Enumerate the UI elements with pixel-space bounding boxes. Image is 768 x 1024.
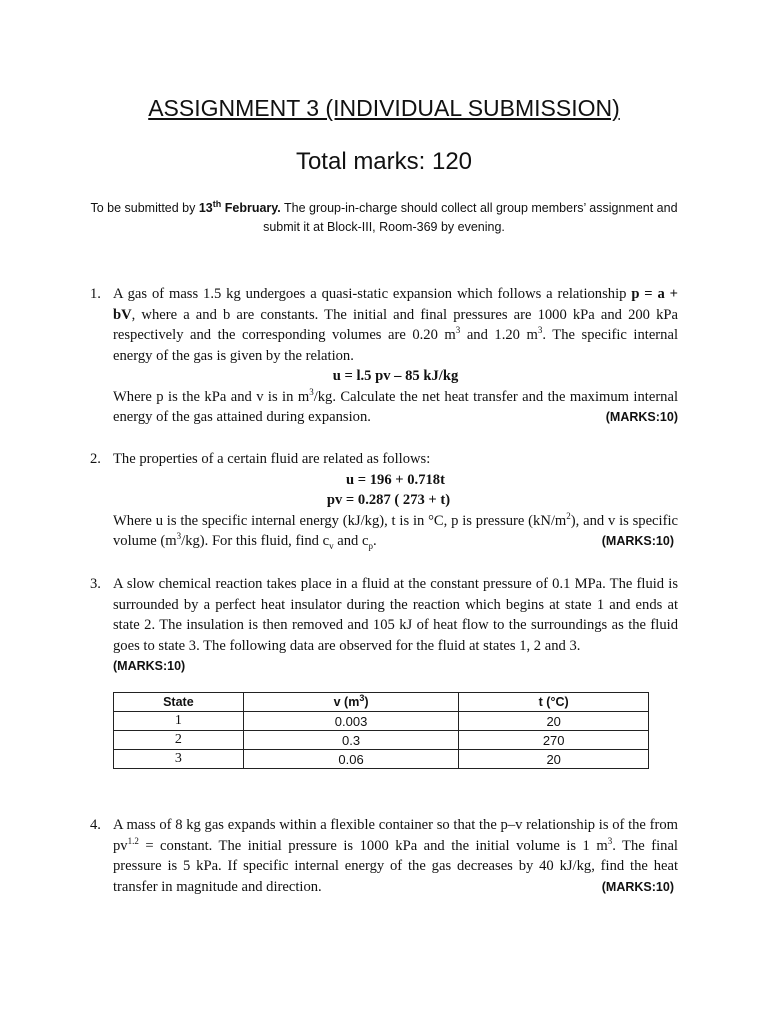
- question-4: [90, 815, 678, 897]
- table-row: [114, 731, 649, 750]
- question-number: 1.: [90, 286, 101, 302]
- table-cell: 3: [114, 750, 244, 769]
- equation: u = 196 + 0.718t: [346, 471, 445, 488]
- question-text: A gas of mass 1.5 kg undergoes a quasi-static expansion which follows a relationship p = a + bV, where a and b are constants. The initial and final pressures are 1000 kPa and 200 kPa respectively and the corresponding volumes are 0.20 $m^3$ and 1.20 $m^3$. The specific internal energy of the gas is given by the relation.: [113, 286, 679, 364]
- question-number: 2.: [90, 451, 101, 467]
- table-row: [114, 712, 649, 731]
- equation: u = l.5 pv – 85 kJ/kg: [332, 368, 459, 384]
- state-data-table: [113, 692, 649, 769]
- question-2: [90, 449, 678, 552]
- table-cell: 20: [459, 712, 649, 731]
- question-text: A slow chemical reaction takes place in a fluid at the constant pressure of 0.1 MPa. The fluid is surrounded by a perfect heat insulator during the reaction which begins at state 1 and ends at state 2. The insulation is then removed and 105 kJ of heat flow to the surroundings as the fluid goes to state 3. The following data are observed for the fluid at states 1, 2 and 3.: [113, 576, 678, 654]
- marks-label: (MARKS:10): [601, 879, 674, 894]
- submit-post: The group-in-charge should collect all group members’ assignment and submit it at Block-III, Room-369 by evening.: [263, 201, 678, 234]
- question-number: 3.: [90, 576, 101, 592]
- marks-label: (MARKS:10): [605, 410, 678, 424]
- column-header-state: State: [114, 693, 244, 712]
- marks-label: (MARKS:10): [113, 659, 186, 673]
- question-text: Where p is the kPa and v is in $m^3/kg$. Calculate the net heat transfer and the maximum internal energy of the gas attained during expansion. (MARKS:10): [113, 387, 678, 428]
- question-3: [90, 574, 678, 677]
- table-cell: 0.06: [243, 750, 459, 769]
- equation: pv = 0.287 ( 273 + t): [326, 492, 451, 508]
- assignment-title: ASSIGNMENT 3 (INDIVIDUAL SUBMISSION): [148, 95, 620, 121]
- table-cell: 2: [114, 731, 244, 750]
- table-cell: 20: [459, 750, 649, 769]
- question-text: Where u is the specific internal energy (kJ/kg), t is in °C, p is pressure $(kN/m^2)$, and v is specific volume $(m^3/kg)$. For this fluid, find $c_v$ and $c_p$. (MARKS:10): [113, 510, 678, 551]
- submission-note: [90, 199, 678, 237]
- question-number: 4.: [90, 817, 101, 833]
- table-header-row: [114, 693, 649, 712]
- question-1: [90, 284, 678, 428]
- table-row: [114, 750, 649, 769]
- submit-date: 13th February.: [198, 198, 281, 215]
- table-cell: 270: [459, 731, 649, 750]
- table-cell: 0.3: [243, 731, 459, 750]
- question-text: The properties of a certain fluid are related as follows:: [113, 451, 431, 467]
- marks-label: (MARKS:10): [601, 534, 674, 548]
- column-header-temperature: t (°C): [459, 693, 649, 712]
- total-marks: Total marks: 120: [295, 148, 473, 175]
- column-header-volume: v $(m^3)$: [243, 693, 459, 712]
- table-cell: 1: [114, 712, 244, 731]
- table-cell: 0.003: [243, 712, 459, 731]
- submit-pre: To be submitted by: [90, 201, 199, 215]
- question-text: A mass of 8 kg gas expands within a flexible container so that the p–v relationship is of the from $pv^{1.2}$ = constant. The initial pressure is 1000 kPa and the initial volume is 1 $m^3$. The final pressure is 5 kPa. If specific internal energy of the gas decreases by 40 kJ/kg, find the heat transfer in magnitude and direction. (MARKS:10): [113, 815, 678, 897]
